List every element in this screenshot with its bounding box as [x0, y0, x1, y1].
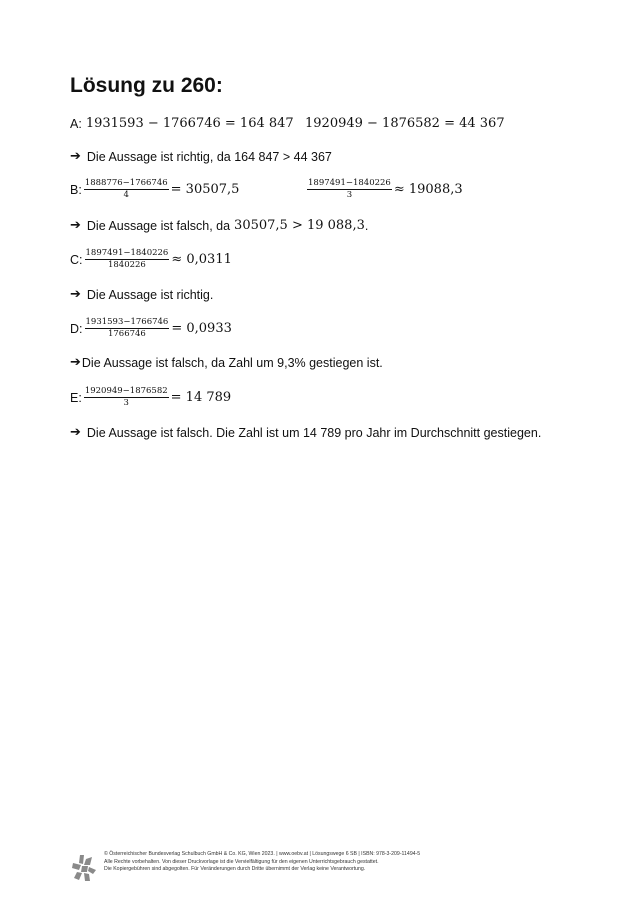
conclusion-b-text: Die Aussage ist falsch, da: [86, 218, 231, 233]
conclusion-d-text: Die Aussage ist falsch, da Zahl um 9,3% gestiegen ist.: [81, 355, 383, 370]
conclusion-a: [70, 149, 332, 164]
footer: [70, 851, 420, 883]
result-b-1: = 30507,5: [170, 182, 240, 197]
footer-line-3: Die Kopiergebühren sind abgegolten. Für Veränderungen durch Dritte übernimmt der Verlag keine Verantwortung.: [104, 866, 366, 873]
fraction-d-numerator: 1931593−1766746: [85, 317, 169, 327]
row-e: [70, 386, 231, 409]
fraction-d-denominator: 1766746: [107, 329, 146, 339]
conclusion-e: [70, 425, 541, 440]
footer-line-1: © Österreichischer Bundesverlag Schulbuch GmbH & Co. KG, Wien 2023. | www.oebv.at | Lösungswege 6 SB | ISBN: 978-3-209-11494-5: [104, 851, 421, 857]
fraction-b-1-numerator: 1888776−1766746: [84, 178, 168, 188]
expr-a-1: 1931593 − 1766746 = 164 847: [85, 116, 294, 131]
conclusion-b: [70, 218, 368, 233]
label-d: D:: [70, 321, 83, 336]
row-d: [70, 317, 232, 340]
fraction-e-numerator: 1920949−1876582: [84, 386, 168, 396]
expr-a-2: 1920949 − 1876582 = 44 367: [305, 116, 505, 131]
arrow-icon: ➔: [70, 218, 81, 233]
arrow-icon: ➔: [70, 355, 81, 370]
fraction-b-1: [84, 178, 169, 201]
fraction-c: [85, 248, 170, 271]
footer-text: [104, 851, 420, 874]
row-a: [70, 116, 505, 131]
arrow-icon: ➔: [70, 287, 81, 302]
arrow-icon: ➔: [70, 425, 81, 440]
fraction-b-2-denominator: 3: [346, 190, 353, 200]
page-title: Lösung zu 260:: [70, 74, 223, 97]
fraction-b-2: [307, 178, 392, 201]
label-a: A:: [70, 116, 82, 131]
conclusion-b-end: .: [364, 218, 369, 233]
label-e: E:: [70, 390, 82, 405]
fraction-e: [84, 386, 169, 409]
conclusion-b-math: 30507,5 > 19 088,3: [234, 218, 365, 233]
conclusion-d: [70, 355, 383, 370]
row-b: [70, 178, 463, 201]
result-b-2: ≈ 19088,3: [393, 182, 463, 197]
fraction-c-denominator: 1840226: [107, 260, 146, 270]
fraction-d: [85, 317, 170, 340]
fraction-b-1-denominator: 4: [123, 190, 129, 200]
conclusion-c: [70, 287, 213, 302]
label-b: B:: [70, 182, 82, 197]
arrow-icon: ➔: [70, 149, 81, 164]
result-c: ≈ 0,0311: [171, 252, 232, 267]
conclusion-c-text: Die Aussage ist richtig.: [86, 287, 214, 302]
conclusion-a-text: Die Aussage ist richtig, da 164 847 > 44 367: [86, 149, 332, 164]
publisher-logo-icon: [70, 853, 98, 883]
result-d: = 0,0933: [171, 321, 232, 336]
result-e: = 14 789: [170, 390, 232, 405]
fraction-b-2-numerator: 1897491−1840226: [308, 178, 391, 188]
row-b-part2: [305, 178, 463, 201]
conclusion-e-text: Die Aussage ist falsch. Die Zahl ist um 14 789 pro Jahr im Durchschnitt gestiegen.: [86, 425, 542, 440]
fraction-e-denominator: 3: [123, 398, 129, 408]
row-c: [70, 248, 232, 271]
fraction-c-numerator: 1897491−1840226: [85, 248, 169, 258]
footer-line-2: Alle Rechte vorbehalten. Von dieser Druckvorlage ist die Vervielfältigung für den eigenen Unterrichtsgebrauch gestattet.: [104, 858, 379, 865]
label-c: C:: [70, 252, 83, 267]
